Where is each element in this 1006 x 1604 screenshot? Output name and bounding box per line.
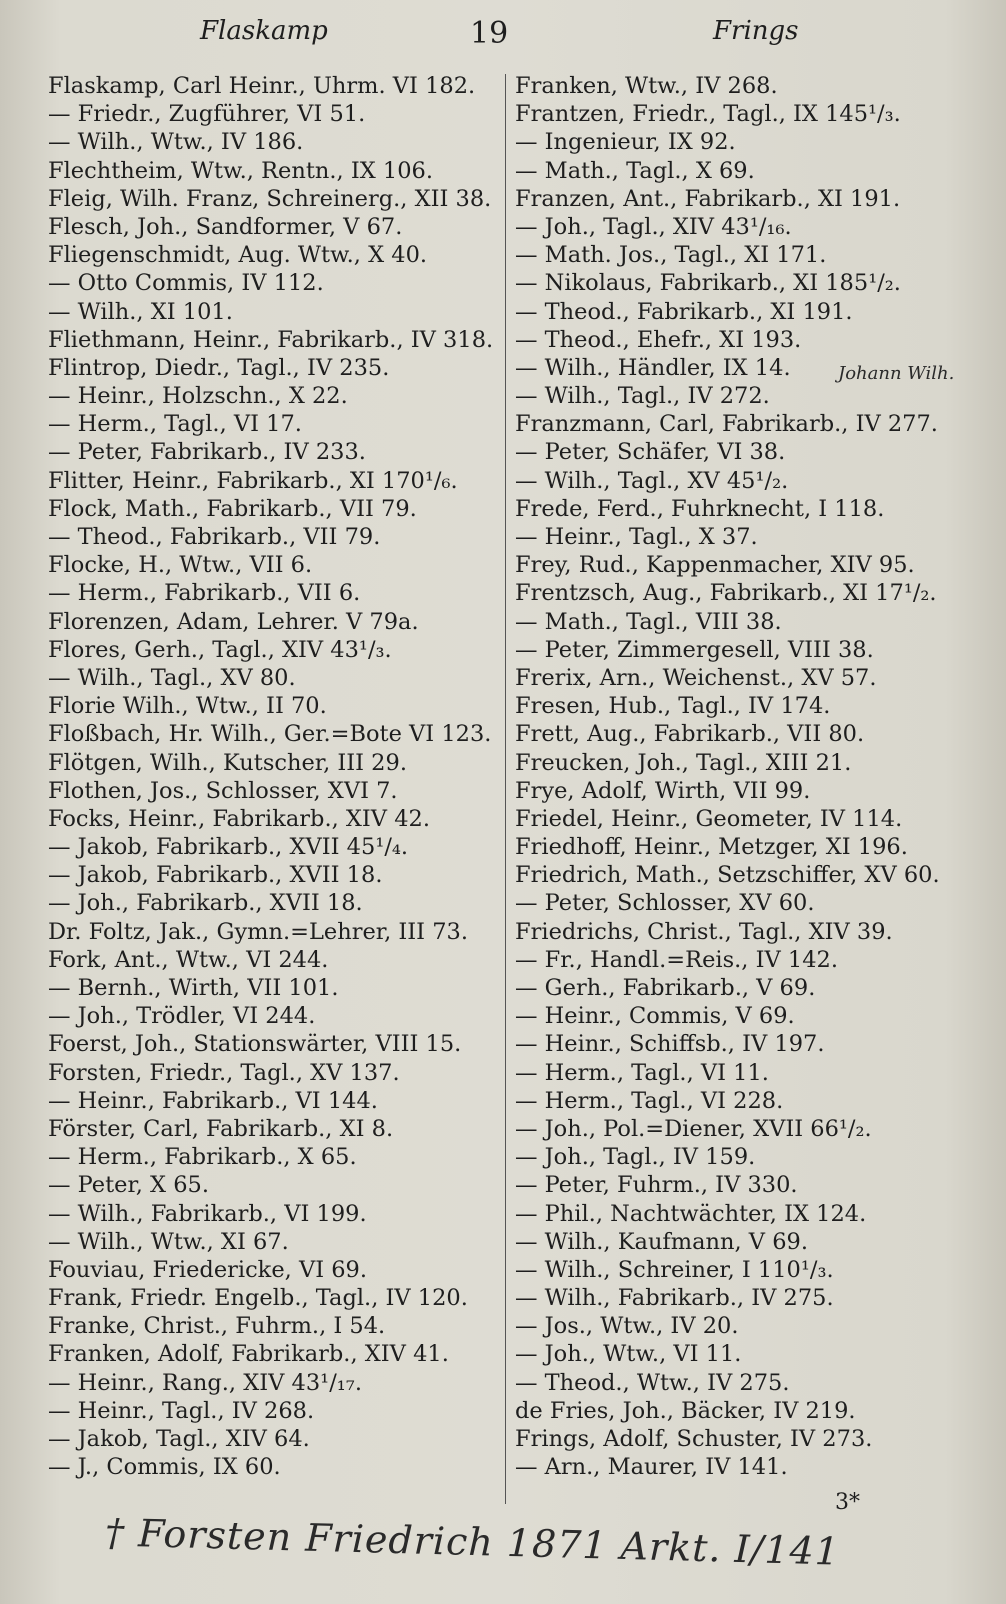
directory-entry: — Wilh., Händler, IX 14. bbox=[515, 354, 791, 381]
directory-entry: — Math., Tagl., VIII 38. bbox=[515, 608, 782, 635]
directory-entry: — Jos., Wtw., IV 20. bbox=[515, 1313, 739, 1340]
directory-entry: Fleig, Wilh. Franz, Schreinerg., XII 38. bbox=[48, 185, 492, 212]
directory-entry: Friedrichs, Christ., Tagl., XIV 39. bbox=[515, 918, 893, 945]
directory-entry: Flores, Gerh., Tagl., XIV 43¹/₃. bbox=[48, 636, 392, 663]
right-column bbox=[515, 72, 975, 1481]
directory-entry: Frey, Rud., Kappenmacher, XIV 95. bbox=[515, 552, 915, 579]
directory-entry: Freucken, Joh., Tagl., XIII 21. bbox=[515, 749, 852, 776]
directory-entry: Florie Wilh., Wtw., II 70. bbox=[48, 693, 327, 720]
directory-entry: Fresen, Hub., Tagl., IV 174. bbox=[515, 693, 831, 720]
directory-entry: Förster, Carl, Fabrikarb., XI 8. bbox=[48, 1115, 394, 1142]
directory-entry: — Herm., Fabrikarb., VII 6. bbox=[48, 580, 361, 607]
directory-entry: — Joh., Fabrikarb., XVII 18. bbox=[48, 890, 363, 917]
directory-entry: — Herm., Tagl., VI 228. bbox=[515, 1087, 784, 1114]
directory-entry: Foerst, Joh., Stationswärter, VIII 15. bbox=[48, 1031, 462, 1058]
directory-entry: Fliegenschmidt, Aug. Wtw., X 40. bbox=[48, 242, 428, 269]
directory-entry: Flaskamp, Carl Heinr., Uhrm. VI 182. bbox=[48, 73, 476, 99]
directory-entry: — Peter, Schäfer, VI 38. bbox=[515, 439, 786, 466]
directory-entry: Fork, Ant., Wtw., VI 244. bbox=[48, 946, 329, 973]
directory-entry: Focks, Heinr., Fabrikarb., XIV 42. bbox=[48, 805, 430, 832]
directory-entry: Friedel, Heinr., Geometer, IV 114. bbox=[515, 805, 903, 832]
directory-entry: — Wilh., Wtw., XI 67. bbox=[48, 1228, 289, 1255]
directory-entry: — Fr., Handl.=Reis., IV 142. bbox=[515, 946, 838, 973]
signature-mark: 3* bbox=[835, 1490, 860, 1515]
directory-entry: — Jakob, Fabrikarb., XVII 18. bbox=[48, 862, 383, 889]
header-last-name: Frings bbox=[713, 16, 799, 46]
directory-entry: Flötgen, Wilh., Kutscher, III 29. bbox=[48, 749, 407, 776]
directory-entry: Forsten, Friedr., Tagl., XV 137. bbox=[48, 1059, 400, 1086]
directory-entry: — Arn., Maurer, IV 141. bbox=[515, 1454, 788, 1481]
directory-entry: — Heinr., Schiffsb., IV 197. bbox=[515, 1031, 825, 1058]
directory-entry: — Theod., Wtw., IV 275. bbox=[515, 1369, 790, 1396]
directory-entry: — Phil., Nachtwächter, IX 124. bbox=[515, 1200, 867, 1227]
directory-entry: — Nikolaus, Fabrikarb., XI 185¹/₂. bbox=[515, 270, 901, 297]
directory-entry: — Theod., Fabrikarb., XI 191. bbox=[515, 298, 853, 325]
directory-entry: — Joh., Tagl., IV 159. bbox=[515, 1144, 756, 1171]
directory-entry: — Joh., Wtw., VI 11. bbox=[515, 1341, 742, 1368]
directory-entry: Flothen, Jos., Schlosser, XVI 7. bbox=[48, 777, 398, 804]
directory-entry: Franzen, Ant., Fabrikarb., XI 191. bbox=[515, 185, 901, 212]
directory-entry: — Wilh., Tagl., XV 80. bbox=[48, 664, 296, 691]
directory-entry: Flechtheim, Wtw., Rentn., IX 106. bbox=[48, 157, 434, 184]
directory-entry: Friedrich, Math., Setzschiffer, XV 60. bbox=[515, 862, 940, 889]
directory-entry: — Otto Commis, IV 112. bbox=[48, 270, 324, 297]
directory-entry: Franken, Adolf, Fabrikarb., XIV 41. bbox=[48, 1341, 449, 1368]
directory-entry: — Math., Tagl., X 69. bbox=[515, 157, 755, 184]
directory-entry: — Peter, Schlosser, XV 60. bbox=[515, 890, 815, 917]
handwritten-annotation: † Forsten Friedrich 1871 Arkt. I/141 bbox=[104, 1510, 841, 1574]
directory-entry: — Theod., Fabrikarb., VII 79. bbox=[48, 524, 381, 550]
directory-entry: de Fries, Joh., Bäcker, IV 219. bbox=[515, 1397, 856, 1424]
directory-entry: — Peter, Zimmergesell, VIII 38. bbox=[515, 636, 874, 663]
directory-entry: Fouviau, Friedericke, VI 69. bbox=[48, 1256, 368, 1283]
directory-entry: — Joh., Trödler, VI 244. bbox=[48, 1003, 316, 1030]
directory-entry: — Wilh., Schreiner, I 110¹/₃. bbox=[515, 1256, 834, 1283]
directory-entry: Frerix, Arn., Weichenst., XV 57. bbox=[515, 664, 877, 691]
left-column bbox=[48, 72, 498, 1481]
directory-entry: — Herm., Tagl., VI 11. bbox=[515, 1059, 769, 1086]
directory-entry: — J., Commis, IX 60. bbox=[48, 1454, 281, 1481]
directory-entry: Fliethmann, Heinr., Fabrikarb., IV 318. bbox=[48, 326, 494, 353]
directory-entry: — Wilh., Kaufmann, V 69. bbox=[515, 1228, 808, 1255]
directory-entry: — Jakob, Fabrikarb., XVII 45¹/₄. bbox=[48, 834, 409, 861]
directory-entry: — Herm., Fabrikarb., X 65. bbox=[48, 1144, 357, 1171]
directory-entry: Flock, Math., Fabrikarb., VII 79. bbox=[48, 495, 417, 522]
directory-entry: Flitter, Heinr., Fabrikarb., XI 170¹/₆. bbox=[48, 467, 458, 494]
directory-entry: — Joh., Pol.=Diener, XVII 66¹/₂. bbox=[515, 1115, 872, 1142]
directory-entry: — Heinr., Tagl., X 37. bbox=[515, 524, 758, 550]
directory-entry: — Theod., Ehefr., XI 193. bbox=[515, 326, 802, 353]
header-first-name: Flaskamp bbox=[200, 16, 328, 46]
directory-entry: Frank, Friedr. Engelb., Tagl., IV 120. bbox=[48, 1285, 468, 1312]
page-header bbox=[0, 10, 1006, 60]
directory-entry: — Heinr., Commis, V 69. bbox=[515, 1003, 795, 1030]
directory-entry: — Peter, Fuhrm., IV 330. bbox=[515, 1172, 798, 1199]
directory-entry: Flintrop, Diedr., Tagl., IV 235. bbox=[48, 354, 390, 381]
directory-entry: — Friedr., Zugführer, VI 51. bbox=[48, 101, 366, 128]
directory-entry: — Heinr., Rang., XIV 43¹/₁₇. bbox=[48, 1369, 362, 1396]
directory-entry: — Jakob, Tagl., XIV 64. bbox=[48, 1426, 310, 1452]
directory-entry: Franke, Christ., Fuhrm., I 54. bbox=[48, 1313, 386, 1340]
directory-entry: — Heinr., Tagl., IV 268. bbox=[48, 1397, 315, 1424]
directory-entry: — Wilh., Fabrikarb., IV 275. bbox=[515, 1285, 834, 1312]
directory-entry: Frye, Adolf, Wirth, VII 99. bbox=[515, 777, 811, 804]
directory-entry: Dr. Foltz, Jak., Gymn.=Lehrer, III 73. bbox=[48, 918, 468, 945]
directory-entry: — Wilh., XI 101. bbox=[48, 298, 233, 325]
directory-entry: Florenzen, Adam, Lehrer. V 79a. bbox=[48, 608, 419, 635]
directory-entry: — Bernh., Wirth, VII 101. bbox=[48, 975, 339, 1001]
directory-entry: — Heinr., Holzschn., X 22. bbox=[48, 383, 348, 410]
directory-entry: Franzmann, Carl, Fabrikarb., IV 277. bbox=[515, 411, 938, 438]
directory-entry: Frede, Ferd., Fuhrknecht, I 118. bbox=[515, 495, 885, 522]
directory-entry: Flocke, H., Wtw., VII 6. bbox=[48, 552, 313, 579]
directory-entry: Floßbach, Hr. Wilh., Ger.=Bote VI 123. bbox=[48, 721, 492, 748]
directory-entry: — Herm., Tagl., VI 17. bbox=[48, 411, 302, 438]
directory-entry: Frantzen, Friedr., Tagl., IX 145¹/₃. bbox=[515, 101, 901, 128]
directory-entry: — Gerh., Fabrikarb., V 69. bbox=[515, 975, 816, 1001]
directory-entry: Flesch, Joh., Sandformer, V 67. bbox=[48, 213, 403, 240]
directory-entry: Frett, Aug., Fabrikarb., VII 80. bbox=[515, 721, 865, 748]
directory-entry: — Math. Jos., Tagl., XI 171. bbox=[515, 242, 827, 269]
directory-entry: — Wilh., Tagl., XV 45¹/₂. bbox=[515, 467, 789, 494]
directory-entry: Frings, Adolf, Schuster, IV 273. bbox=[515, 1426, 873, 1452]
directory-entry: Franken, Wtw., IV 268. bbox=[515, 73, 778, 99]
directory-entry: — Wilh., Tagl., IV 272. bbox=[515, 383, 770, 410]
directory-entry: Frentzsch, Aug., Fabrikarb., XI 17¹/₂. bbox=[515, 580, 937, 607]
directory-entry: — Peter, X 65. bbox=[48, 1172, 209, 1199]
directory-entry: — Peter, Fabrikarb., IV 233. bbox=[48, 439, 366, 466]
directory-entry: — Joh., Tagl., XIV 43¹/₁₆. bbox=[515, 213, 792, 240]
directory-entry: — Ingenieur, IX 92. bbox=[515, 129, 736, 156]
directory-entry: — Wilh., Wtw., IV 186. bbox=[48, 129, 304, 156]
directory-entry: Friedhoff, Heinr., Metzger, XI 196. bbox=[515, 834, 908, 861]
margin-handwritten-note: Johann Wilh. bbox=[838, 363, 955, 384]
directory-entry: — Heinr., Fabrikarb., VI 144. bbox=[48, 1087, 378, 1114]
column-divider bbox=[505, 74, 506, 1504]
directory-entry: — Wilh., Fabrikarb., VI 199. bbox=[48, 1200, 367, 1227]
page-number: 19 bbox=[470, 16, 509, 51]
